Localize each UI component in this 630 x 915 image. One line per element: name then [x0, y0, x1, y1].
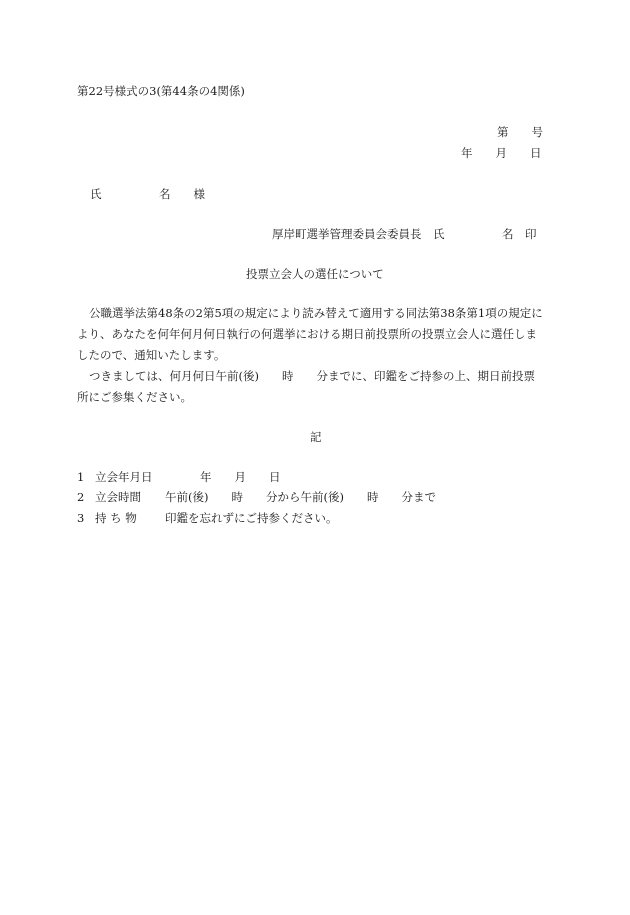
- item-content: 年 月 日: [200, 470, 281, 484]
- body-paragraph-2: [77, 366, 547, 408]
- item-content: 午前(後) 時 分から午前(後) 時 分まで: [165, 490, 436, 504]
- item-content: 印鑑を忘れずにご持参ください。: [165, 511, 338, 525]
- document-title: 投票立会人の選任について: [246, 267, 384, 281]
- item-label: 立会年月日: [95, 470, 153, 484]
- document-number: 第 号: [497, 125, 543, 139]
- item-number: 3: [77, 511, 85, 525]
- form-number: 第22号様式の3(第44条の4関係): [77, 84, 245, 98]
- item-number: 2: [77, 490, 85, 504]
- body-paragraph-1: [77, 303, 547, 366]
- document-date: 年 月 日: [461, 146, 542, 160]
- item-number: 1: [77, 470, 85, 484]
- item-label: 持 ち 物: [95, 511, 137, 525]
- body-line: より、あなたを何年何月何日執行の何選挙における期日前投票所の投票立会人に選任しま: [77, 327, 537, 341]
- body-line: 公職選挙法第48条の2第5項の規定により読み替えて適用する同法第38条第1項の規定に: [89, 306, 543, 320]
- body-line: 所にご参集ください。: [77, 390, 192, 404]
- body-line: つきましては、何月何日午前(後) 時 分までに、印鑑をご持参の上、期日前投票: [89, 369, 535, 383]
- body-line: したので、通知いたします。: [77, 348, 226, 362]
- addressee: 氏 名 様: [90, 187, 205, 201]
- ki-heading: 記: [310, 430, 322, 444]
- item-label: 立会時間: [95, 490, 141, 504]
- sender: 厚岸町選挙管理委員会委員長 氏 名 印: [272, 227, 537, 241]
